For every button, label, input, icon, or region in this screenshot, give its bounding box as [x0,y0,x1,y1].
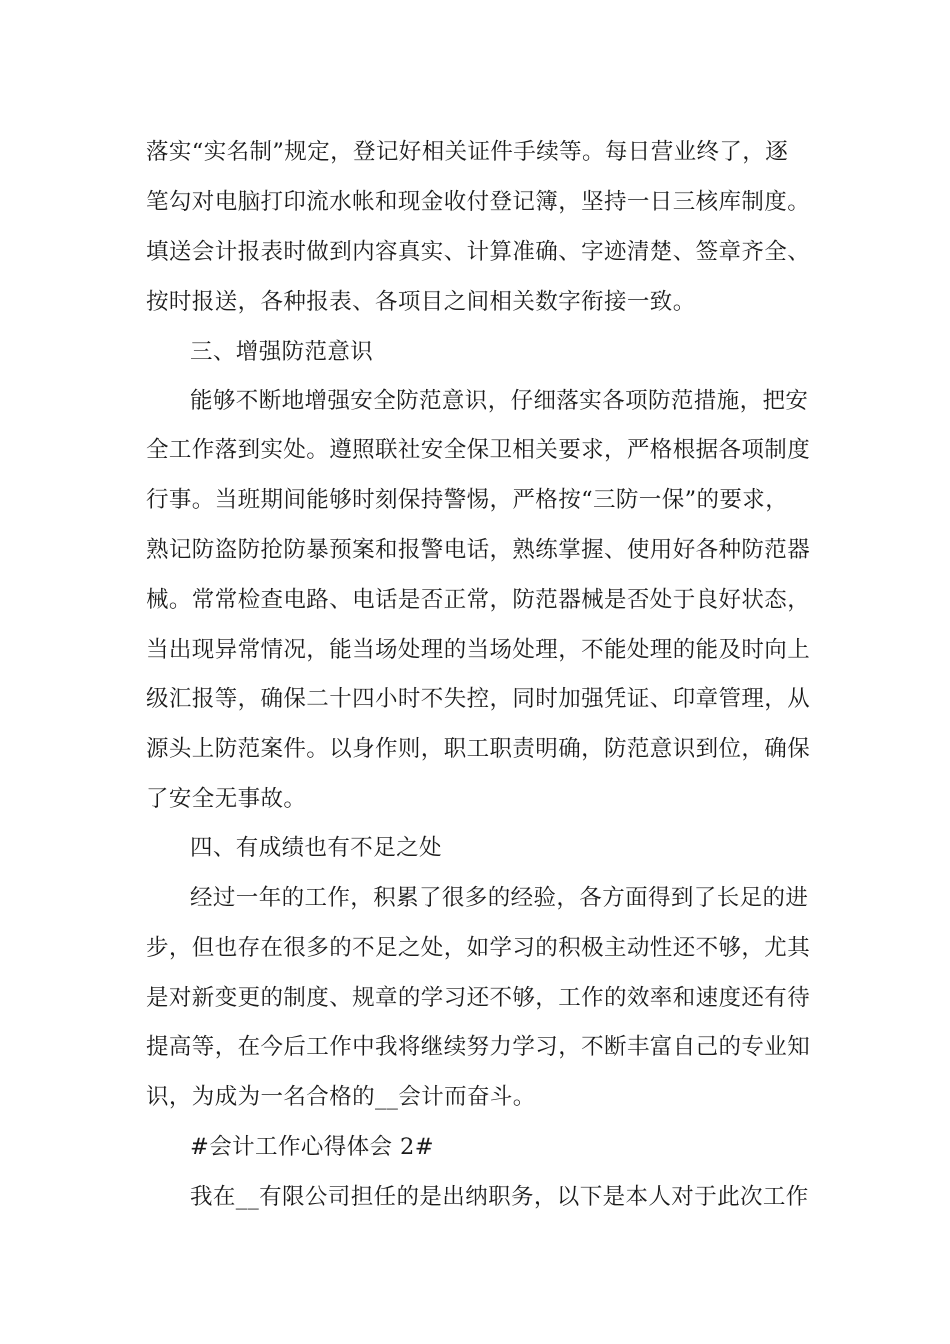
section-heading: 三、增强防范意识 [190,339,374,365]
paragraph-line: 我在__有限公司担任的是出纳职务，以下是本人对于此次工作 [190,1184,809,1210]
paragraph-line: 当出现异常情况，能当场处理的当场处理，不能处理的能及时向上 [146,637,811,663]
paragraph-line: 经过一年的工作，积累了很多的经验，各方面得到了长足的进 [190,885,809,911]
paragraph-line: 级汇报等，确保二十四小时不失控，同时加强凭证、印章管理，从 [146,686,811,712]
paragraph-line: 械。常常检查电路、电话是否正常，防范器械是否处于良好状态， [146,587,811,613]
paragraph-line: 了安全无事故。 [146,786,307,812]
paragraph-line: 行事。当班期间能够时刻保持警惕，严格按“三防一保”的要求， [146,487,789,513]
paragraph-line: 笔勾对电脑打印流水帐和现金收付登记簿，坚持一日三核库制度。 [146,189,811,215]
paragraph-line: 能够不断地增强安全防范意识，仔细落实各项防范措施，把安 [190,388,809,414]
paragraph-line: 落实“实名制”规定，登记好相关证件手续等。每日营业终了，逐 [146,139,789,165]
paragraph-line: 识，为成为一名合格的__会计而奋斗。 [146,1084,536,1110]
paragraph-line: 提高等，在今后工作中我将继续努力学习，不断丰富自己的专业知 [146,1034,811,1060]
paragraph-line: 是对新变更的制度、规章的学习还不够，工作的效率和速度还有待 [146,985,811,1011]
section-heading: 四、有成绩也有不足之处 [190,835,442,861]
paragraph-line: 全工作落到实处。遵照联社安全保卫相关要求，严格根据各项制度 [146,437,811,463]
paragraph-line: 熟记防盗防抢防暴预案和报警电话，熟练掌握、使用好各种防范器 [146,537,811,563]
paragraph-line: 源头上防范案件。以身作则，职工职责明确，防范意识到位，确保 [146,736,811,762]
paragraph-line: 步，但也存在很多的不足之处，如学习的积极主动性还不够，尤其 [146,935,811,961]
paragraph-line: 按时报送，各种报表、各项目之间相关数字衔接一致。 [146,289,696,315]
section-heading: #会计工作心得体会 2# [190,1134,434,1160]
paragraph-line: 填送会计报表时做到内容真实、计算准确、字迹清楚、签章齐全、 [146,239,811,265]
